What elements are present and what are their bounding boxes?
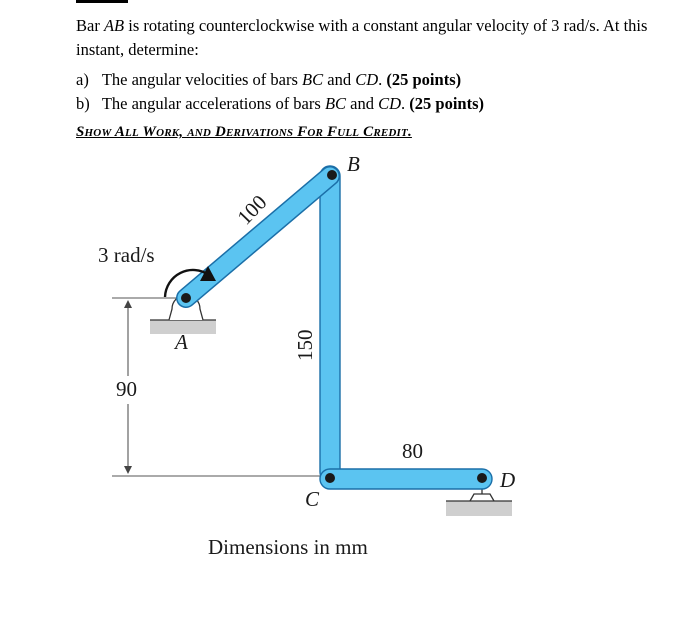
question-a-bar2: CD	[355, 70, 379, 89]
intro-part-1: Bar	[76, 16, 104, 35]
question-b-points: (25 points)	[409, 94, 484, 113]
point-d-label: D	[500, 468, 516, 492]
intro-part-3: is rotating counterclockwise with a constant angular velocity of 3 rad/s. At this instant, determine:	[76, 16, 648, 59]
question-b-bar2: CD	[378, 94, 402, 113]
question-b-text: The angular accelerations of bars	[101, 94, 325, 113]
pin-b	[327, 170, 337, 180]
intro-bar-ab: AB	[103, 16, 125, 35]
caption: Dimensions in mm	[208, 535, 368, 559]
point-b-label: B	[347, 152, 360, 176]
question-b-bar1: BC	[324, 94, 347, 113]
question-b-label: b)	[76, 94, 90, 113]
pin-d	[477, 473, 487, 483]
question-a-conj: and	[323, 70, 356, 89]
question-a-end: .	[378, 70, 383, 89]
point-a-label: A	[175, 330, 188, 354]
support-d	[470, 494, 494, 501]
dim-ab-label: 100	[232, 190, 272, 230]
dim-bc-label: 150	[293, 329, 317, 361]
bar-cd	[320, 469, 492, 489]
pin-c	[325, 473, 335, 483]
question-a-bar1: BC	[302, 70, 324, 89]
point-c-label: C	[305, 487, 320, 511]
work-notice: Show All Work, and Derivations For Full Credit.	[76, 124, 412, 140]
question-b-conj: and	[346, 94, 379, 113]
dim-height-label: 90	[116, 377, 137, 401]
dim-cd-label: 80	[402, 439, 423, 463]
question-a-points: (25 points)	[386, 70, 462, 89]
bar-bc	[320, 166, 340, 482]
question-a-text: The angular velocities of bars	[101, 70, 303, 89]
question-b-end: .	[401, 94, 406, 113]
omega-label: 3 rad/s	[98, 243, 155, 267]
question-a-label: a)	[76, 70, 89, 89]
ground-d	[446, 501, 512, 516]
pin-a	[181, 293, 191, 303]
